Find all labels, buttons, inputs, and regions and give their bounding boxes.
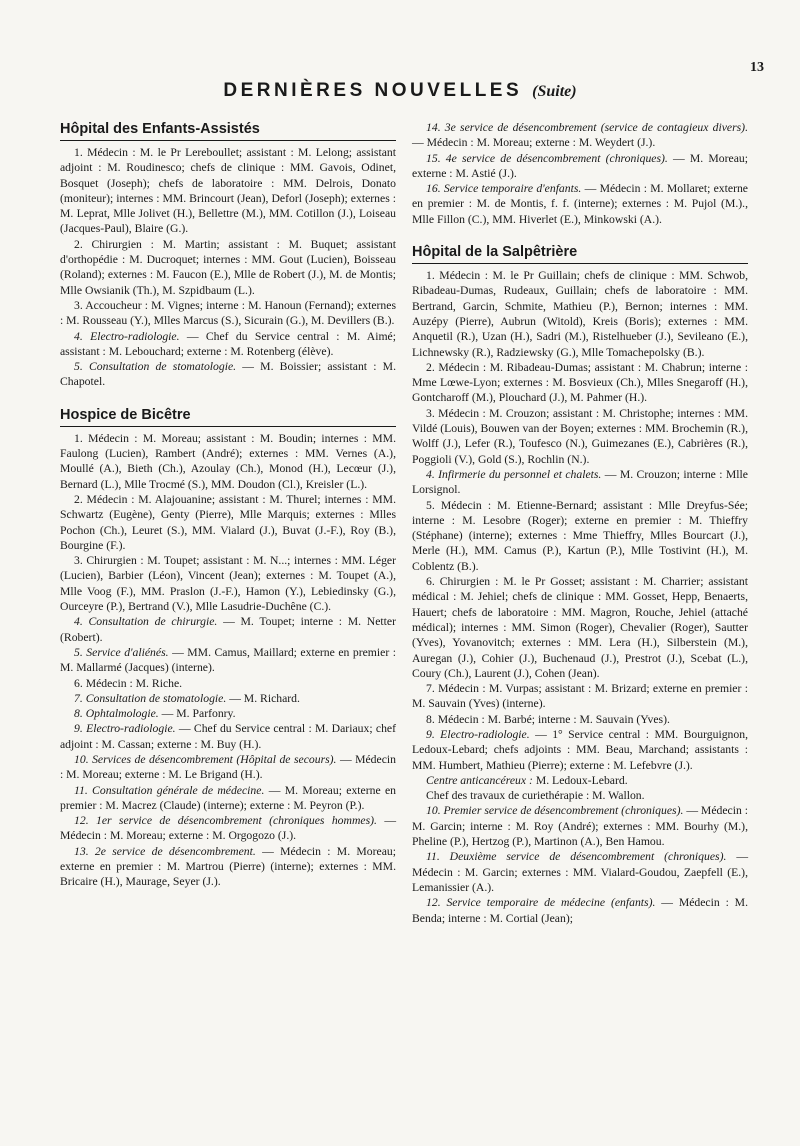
service-staff: 1. Médecin : M. le Pr Lereboullet; assistant : M. Lelong; assistant adjoint : M. Roudinesco; chefs de clinique : MM. Gavois, Odinet, Bosquet (Joseph); chefs de laboratoire : MM. Delrois, Donato (moniteur); internes : MM. Brincourt (Jean), Deforl (Joseph); externes : M. Leprat, Mlle Jolivet (H.), Bellettre (M.), MM. Cotillon (J.), Loiseau (Jacques-Paul), Blaire (G.). <box>60 146 396 236</box>
hospital-section <box>60 120 396 390</box>
service-entry <box>412 788 748 803</box>
service-entry <box>60 329 396 360</box>
hospital-section <box>60 406 396 890</box>
page-number: 13 <box>750 60 764 75</box>
hospital-section <box>412 120 748 227</box>
service-staff: 3. Chirurgien : M. Toupet; assistant : M. N...; internes : MM. Léger (Lucien), Barbier (Léon), Vincent (Jean); externes : M. Toupet (A.), Mlle Voog (F.), MM. Praslon (J.-F.), Hamon (Y.), Lebiedinsky (G.), Ourceyre (P.), Bertrand (V.), Mlle Lasudrie-Duchêne (C.). <box>60 554 396 614</box>
service-staff: 8. Médecin : M. Barbé; interne : M. Sauvain (Yves). <box>426 712 670 726</box>
service-staff: M. Ledoux-Lebard. <box>532 773 628 787</box>
service-entry <box>60 298 396 329</box>
service-staff: — M. Parfonry. <box>158 707 236 721</box>
hospital-section <box>412 243 748 926</box>
service-entry <box>412 712 748 727</box>
service-staff: — MM. Camus, Maillard; externe en premier : M. Mallarmé (Jacques) (interne). <box>60 645 396 675</box>
service-staff: 2. Médecin : M. Alajouanine; assistant : M. Thurel; internes : MM. Schwartz (Eugène), Genty (Pierre), Mlle Marquis; externes : Mlles Pochon (Ch.), Leuret (S.), MM. Vialard (J.), Buvat (J.-F.), Roy (B.), Bourgine (F.). <box>60 492 396 552</box>
service-staff: 3. Médecin : M. Crouzon; assistant : M. Christophe; internes : MM. Vildé (Louis), Bouwen van der Boyen; externes : MM. Brochemin (R.), Wolff (J.), Lefer (R.), Toufesco (N.), Guimezanes (E.), Cabrières (R.), Poggioli (V.), Gold (S.), Rochlin (N.). <box>412 406 748 466</box>
service-entry <box>60 553 396 614</box>
service-entry <box>412 120 748 151</box>
service-name: 10. Premier service de désencombrement (chroniques). <box>426 804 684 818</box>
service-staff: 7. Médecin : M. Vurpas; assistant : M. Brizard; externe en premier : M. Sauvain (Yves) (interne). <box>412 682 748 711</box>
service-staff: — M. Moreau; externe : M. Astié (J.). <box>412 151 748 180</box>
service-staff: — Chef du Service central : M. Dariaux; chef adjoint : M. Cassan; externe : M. Buy (H.). <box>60 722 396 751</box>
service-name: 4. Consultation de chirurgie. <box>74 615 218 629</box>
service-staff: 6. Médecin : M. Riche. <box>74 676 183 690</box>
service-staff: — Médecin : M. Moreau; externe en premier : M. Martrou (Pierre) (interne); externes : MM. Bricaire (H.), Maurage, Seyer (J.). <box>60 844 397 889</box>
service-staff: — Chef du Service central : M. Aimé; assistant : M. Lebouchard; externe : M. Rotenberg (élève). <box>60 329 396 358</box>
service-staff: 1. Médecin : M. le Pr Guillain; chefs de clinique : MM. Schwob, Ribadeau-Dumas, Rudeaux, Guillain; chefs de laboratoire : MM. Bertrand, Garcin, Schmite, Mathieu (P.), Bernon; internes : MM. Auzépy (Pierre), Aubrun (Witold), Kreis (Boris); externes : MM. Anquetil (R.), Uzan (H.), Sadri (M.), Ristelhueber (J.), Sevileano (E.), Lichnewsky (R.), Radziewsky (G.), Mlle Tomachepolsky (B.). <box>412 269 748 359</box>
service-name: Centre anticancéreux : <box>426 773 533 787</box>
service-name: 8. Ophtalmologie. <box>74 707 159 721</box>
masthead-title: DERNIÈRES NOUVELLES <box>223 80 523 101</box>
section-title: Hospice de Bicêtre <box>60 406 396 427</box>
service-entry <box>412 849 748 895</box>
service-staff: 3. Accoucheur : M. Vignes; interne : M. Hanoun (Fernand); externes : M. Rousseau (Y.), Mlles Marcus (S.), Sicurain (G.), M. Devillers (B.). <box>60 298 396 328</box>
service-entry <box>412 268 748 360</box>
service-entry <box>60 691 396 706</box>
service-name: 11. Deuxième service de désencombrement (chroniques). <box>426 850 727 864</box>
service-entry <box>60 359 396 390</box>
masthead <box>0 80 800 102</box>
service-entry <box>60 431 396 492</box>
section-title: Hôpital de la Salpêtrière <box>412 243 748 264</box>
service-entry <box>412 406 748 467</box>
service-name: 10. Services de désencombrement (Hôpital de secours). <box>74 752 337 766</box>
service-staff: — M. Crouzon; interne : Mlle Lorsignol. <box>412 467 748 497</box>
service-entry <box>60 844 396 890</box>
service-staff: 2. Médecin : M. Ribadeau-Dumas; assistant : M. Chabrun; interne : Mme Lœwe-Lyon; externes : M. Bosvieux (Ch.), Mlles Snegaroff (H.), Gontcharoff (M.), Plouchard (J.), M. Pahmer (H.). <box>412 360 748 405</box>
service-name: 15. 4e service de désencombrement (chroniques). <box>426 151 668 165</box>
service-name: 11. Consultation générale de médecine. <box>74 783 265 797</box>
service-staff: — Médecin : M. Garcin; interne : M. Roy (André); externes : MM. Bourhy (M.), Pheline (P.), Hertzog (P.), Martinon (A.), Ben Hamou. <box>412 804 748 849</box>
service-entry <box>412 574 748 681</box>
service-entry <box>412 803 748 849</box>
left-column <box>60 120 396 906</box>
service-name: 5. Consultation de stomatologie. <box>74 360 237 374</box>
service-entry <box>412 181 748 227</box>
service-entry <box>60 492 396 553</box>
service-entry <box>412 895 748 926</box>
service-entry <box>60 614 396 645</box>
service-staff: 5. Médecin : M. Etienne-Bernard; assistant : Mlle Dreyfus-Sée; interne : M. Lesobre (Roger); externe en premier : M. Thieffry (Stéphane) (interne); externes : Mme Thieffry, Mlles Bourcart (J.), Merle (H.), MM. Camus (P.), Kartun (P.), Mlle Tostivint (H.), M. Coblentz (B.). <box>412 498 748 573</box>
service-staff: — Médecin : M. Benda; interne : M. Cortial (Jean); <box>412 896 748 925</box>
service-name: 7. Consultation de stomatologie. <box>74 691 227 705</box>
right-column <box>412 120 748 942</box>
service-entry <box>412 773 748 788</box>
service-name: 14. 3e service de désencombrement (service de contagieux divers). <box>426 121 748 134</box>
service-staff: — M. Moreau; externe en premier : M. Macrez (Claude) (interne); externe : M. Peyron (P.). <box>60 783 397 812</box>
service-staff: — M. Toupet; interne : M. Netter (Robert). <box>60 615 396 644</box>
service-entry <box>60 706 396 721</box>
service-name: 12. Service temporaire de médecine (enfants). <box>426 896 656 910</box>
service-staff: Chef des travaux de curiethérapie : M. Wallon. <box>426 789 645 803</box>
service-entry <box>60 721 396 752</box>
service-entry <box>60 645 396 676</box>
service-name: 5. Service d'aliénés. <box>74 645 169 659</box>
service-staff: — Médecin : M. Moreau; externe : M. Le Brigand (H.). <box>60 752 396 782</box>
service-staff: — M. Richard. <box>226 691 300 705</box>
service-name: 16. Service temporaire d'enfants. <box>426 182 582 196</box>
service-name: 13. 2e service de désencombrement. <box>74 844 256 858</box>
service-staff: 6. Chirurgien : M. le Pr Gosset; assistant : M. Charrier; assistant médical : M. Jehiel; chefs de clinique : MM. Gosset, Hepp, Benaerts, Hauert; chefs de laboratoire : MM. Magron, Rouche, Jehiel (attaché médical); internes : MM. Simon (Roger), Chevalier (Roger), Sautter (Yves), Yovanovitch; externes : MM. Lera (H.), Silberstein (M.), Auregan (J.), Cohier (J.), Buchenaud (J.), Prestrot (J.), Scebat (L.), Coury (Ch.), Laurent (J.), Cohen (Jean). <box>412 575 748 680</box>
service-entry <box>412 681 748 712</box>
service-staff: — Médecin : M. Moreau; externe : M. Orgogozo (J.). <box>60 814 397 843</box>
section-title: Hôpital des Enfants-Assistés <box>60 120 396 141</box>
service-entry <box>412 151 748 182</box>
service-name: 9. Electro-radiologie. <box>74 722 176 736</box>
service-staff: 2. Chirurgien : M. Martin; assistant : M. Buquet; assistant d'orthopédie : M. Ducroquet; internes : MM. Gout (Lucien), Boisseau (Roland); externes : M. Faucon (E.), Mlle de Robert (J.), M. de Montis; Mlle Owsianik (Th.), M. Szpidbaum (L.). <box>60 237 396 297</box>
service-staff: — Médecin : M. Moreau; externe : M. Weydert (J.). <box>412 136 656 150</box>
service-entry <box>412 498 748 574</box>
service-name: 12. 1er service de désencombrement (chroniques hommes). <box>74 814 377 828</box>
service-staff: 1. Médecin : M. Moreau; assistant : M. Boudin; internes : MM. Faulong (Lucien), Rambert (André); externes : MM. Vernes (A.), Moullé (A.), Bieth (Ch.), Azoulay (Ch.), Monod (H.), Lecœur (J.), Bernard (L.), Mlle Trocmé (S.), MM. Doudon (Cl.), Kreisler (L.). <box>60 431 396 491</box>
service-entry <box>60 813 396 844</box>
service-entry <box>412 727 748 773</box>
service-entry <box>60 145 396 237</box>
service-entry <box>412 360 748 406</box>
service-entry <box>60 752 396 783</box>
service-name: 4. Infirmerie du personnel et chalets. <box>426 467 602 481</box>
service-entry <box>60 783 396 814</box>
service-staff: — 1° Service central : MM. Bourguignon, Ledoux-Lebard; chefs adjoints : MM. Beau, Marchand; assistants : MM. Humbert, Mathieu (Pierre); externe : M. Lefebvre (J.). <box>412 727 748 772</box>
service-entry <box>60 237 396 298</box>
service-staff: — Médecin : M. Garcin; externes : MM. Vialard-Goudou, Zaepfell (E.), Lemanissier (A.). <box>412 850 749 894</box>
service-staff: — Médecin : M. Mollaret; externe en premier : M. de Montis, f. f. (interne); externes : M. Pujol (M.)., Mlle Fillon (C.), MM. Hiverlet (E.), Minkowski (A.). <box>412 182 748 226</box>
service-entry <box>412 467 748 498</box>
service-name: 4. Electro-radiologie. <box>74 329 180 343</box>
service-name: 9. Electro-radiologie. <box>426 727 530 741</box>
masthead-suite: (Suite) <box>532 83 577 100</box>
service-entry <box>60 676 396 691</box>
service-staff: — M. Boissier; assistant : M. Chapotel. <box>60 360 396 389</box>
